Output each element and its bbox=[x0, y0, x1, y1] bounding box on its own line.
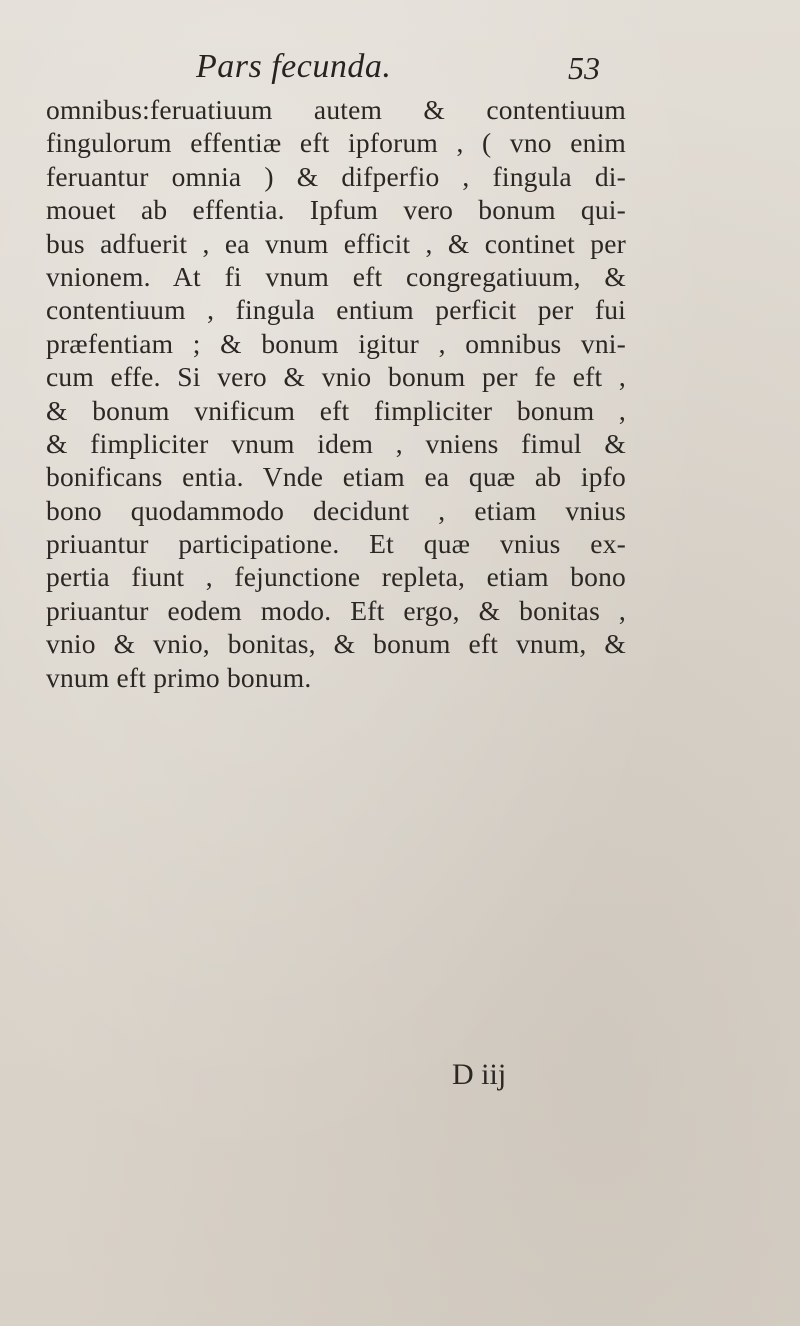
text-line: pertia fiunt , fejunctione repleta, etiam bono bbox=[46, 561, 626, 593]
body-text bbox=[46, 93, 626, 694]
text-line: & bonum vnificum eft fimpliciter bonum , bbox=[46, 394, 626, 426]
text-line: mouet ab effentia. Ipfum vero bonum qui- bbox=[46, 194, 626, 226]
text-line: bono quodammodo decidunt , etiam vnius bbox=[46, 494, 626, 526]
text-line: bonificans entia. Vnde etiam ea quæ ab ipfo bbox=[46, 461, 626, 493]
text-line: bus adfuerit , ea vnum efficit , & continet per bbox=[46, 227, 626, 259]
text-line: omnibus:feruatiuum autem & contentiuum bbox=[46, 94, 626, 125]
running-head: Pars fecunda. bbox=[196, 48, 392, 85]
text-line: priuantur participatione. Et quæ vnius ex- bbox=[46, 528, 626, 560]
text-line: præfentiam ; & bonum igitur , omnibus vni- bbox=[46, 327, 626, 359]
signature-mark: D iij bbox=[452, 1058, 507, 1091]
text-line: feruantur omnia ) & difperfio , fingula di- bbox=[46, 160, 626, 192]
text-line: vnio & vnio, bonitas, & bonum eft vnum, & bbox=[46, 628, 626, 660]
page-number: 53 bbox=[568, 50, 600, 86]
text-line: priuantur eodem modo. Eft ergo, & bonitas , bbox=[46, 594, 626, 626]
page-header bbox=[0, 42, 800, 92]
text-line: vnum eft primo bonum. bbox=[46, 661, 312, 693]
text-line: vnionem. At fi vnum eft congregatiuum, & bbox=[46, 260, 626, 292]
text-line: & fimpliciter vnum idem , vniens fimul & bbox=[46, 427, 626, 459]
text-line: fingulorum effentiæ eft ipforum , ( vno enim bbox=[46, 127, 626, 159]
text-line: cum effe. Si vero & vnio bonum per fe eft , bbox=[46, 361, 626, 393]
text-line: contentiuum , fingula entium perficit per fui bbox=[46, 294, 626, 326]
